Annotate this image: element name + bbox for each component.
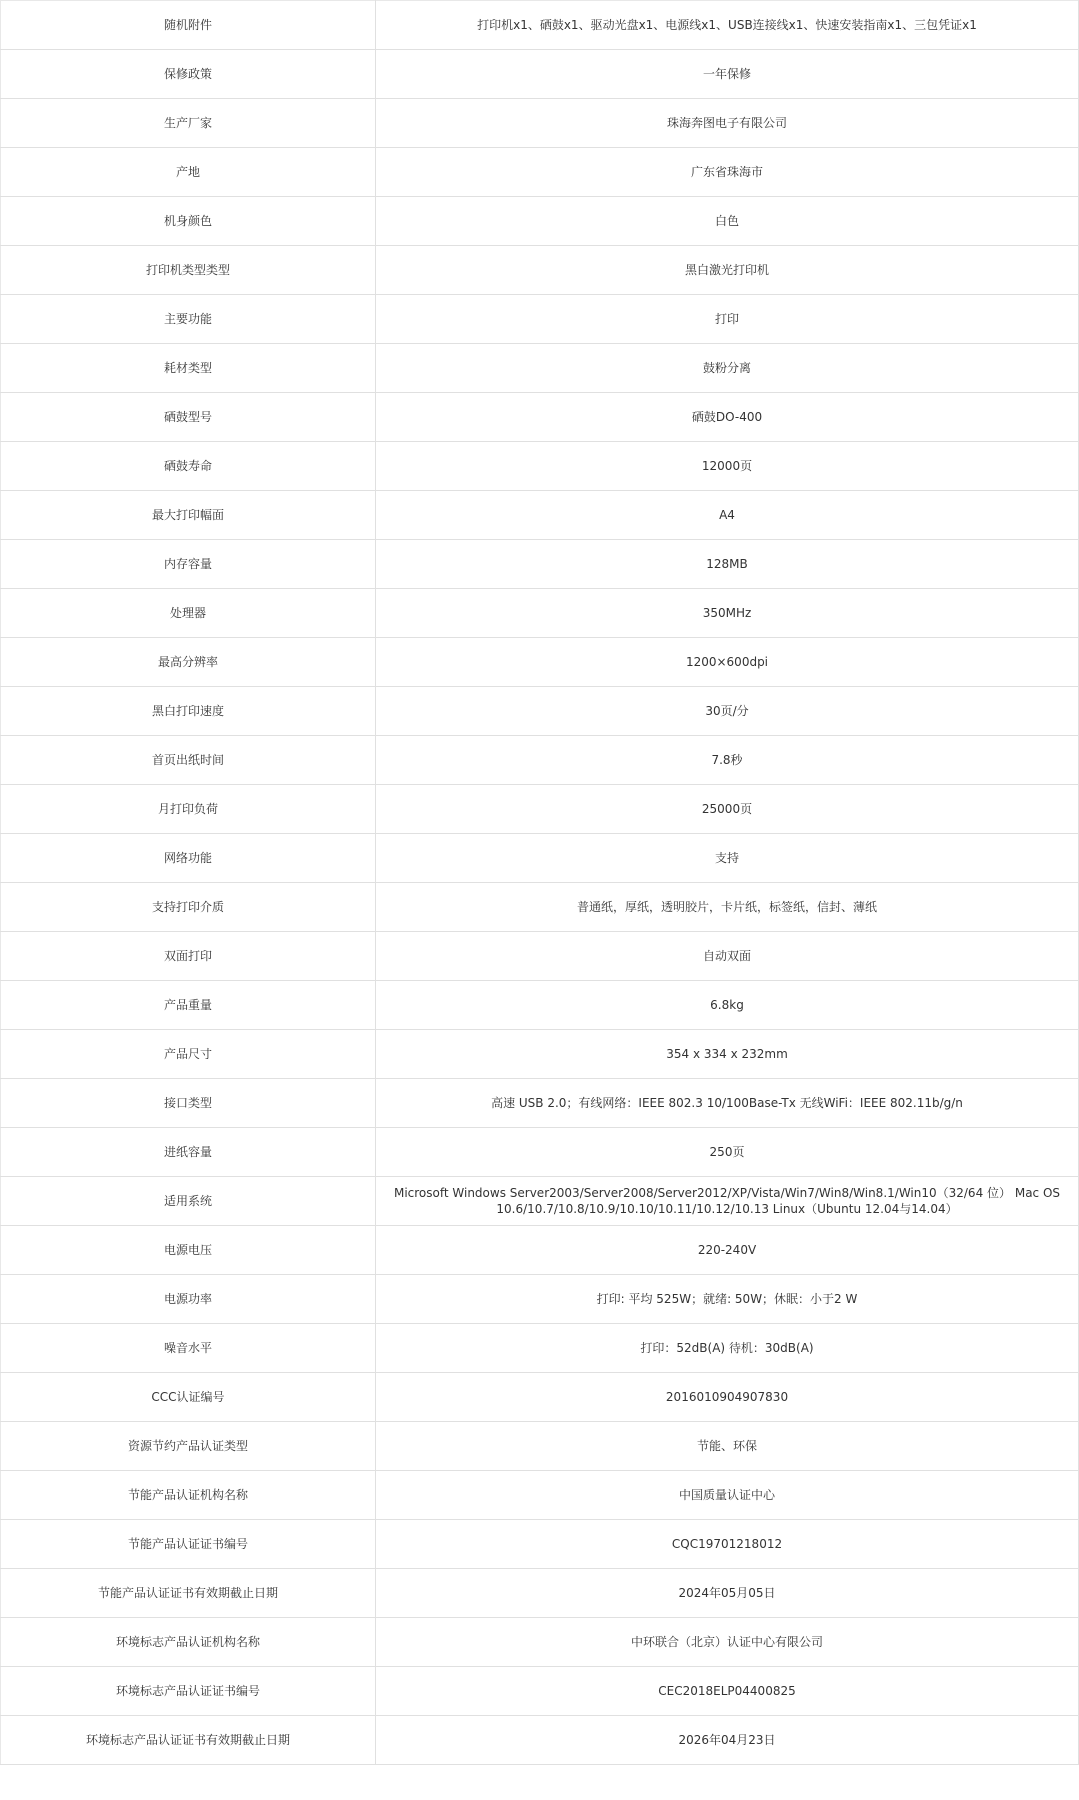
spec-value: 中环联合（北京）认证中心有限公司 bbox=[376, 1618, 1079, 1667]
spec-value: 一年保修 bbox=[376, 50, 1079, 99]
table-row bbox=[1, 1373, 1079, 1422]
table-row bbox=[1, 442, 1079, 491]
spec-label: 硒鼓寿命 bbox=[1, 442, 376, 491]
spec-value: 广东省珠海市 bbox=[376, 148, 1079, 197]
spec-label: 环境标志产品认证证书有效期截止日期 bbox=[1, 1716, 376, 1765]
spec-value: 25000页 bbox=[376, 785, 1079, 834]
spec-label: 硒鼓型号 bbox=[1, 393, 376, 442]
spec-value: CQC19701218012 bbox=[376, 1520, 1079, 1569]
spec-value: 白色 bbox=[376, 197, 1079, 246]
table-row bbox=[1, 148, 1079, 197]
spec-value: 7.8秒 bbox=[376, 736, 1079, 785]
table-row bbox=[1, 1471, 1079, 1520]
spec-value: 硒鼓DO-400 bbox=[376, 393, 1079, 442]
spec-value: 2026年04月23日 bbox=[376, 1716, 1079, 1765]
spec-value: 30页/分 bbox=[376, 687, 1079, 736]
spec-value: Microsoft Windows Server2003/Server2008/Server2012/XP/Vista/Win7/Win8/Win8.1/Win10（32/64 位） Mac OS 10.6/10.7/10.8/10.9/10.10/10.11/10.12/10.13 Linux（Ubuntu 12.04与14.04） bbox=[376, 1177, 1079, 1226]
spec-value: 支持 bbox=[376, 834, 1079, 883]
spec-label: 最高分辨率 bbox=[1, 638, 376, 687]
spec-label: 环境标志产品认证证书编号 bbox=[1, 1667, 376, 1716]
spec-label: 电源电压 bbox=[1, 1226, 376, 1275]
spec-value: 250页 bbox=[376, 1128, 1079, 1177]
spec-label: 节能产品认证机构名称 bbox=[1, 1471, 376, 1520]
spec-label: 内存容量 bbox=[1, 540, 376, 589]
table-row bbox=[1, 736, 1079, 785]
spec-label: 产品重量 bbox=[1, 981, 376, 1030]
spec-label: 随机附件 bbox=[1, 1, 376, 50]
spec-value: 高速 USB 2.0；有线网络：IEEE 802.3 10/100Base-Tx 无线WiFi：IEEE 802.11b/g/n bbox=[376, 1079, 1079, 1128]
spec-value: 中国质量认证中心 bbox=[376, 1471, 1079, 1520]
spec-label: 最大打印幅面 bbox=[1, 491, 376, 540]
table-row bbox=[1, 834, 1079, 883]
table-row bbox=[1, 1569, 1079, 1618]
spec-label: 月打印负荷 bbox=[1, 785, 376, 834]
spec-label: 资源节约产品认证类型 bbox=[1, 1422, 376, 1471]
table-row bbox=[1, 883, 1079, 932]
spec-value: 354 x 334 x 232mm bbox=[376, 1030, 1079, 1079]
spec-label: 噪音水平 bbox=[1, 1324, 376, 1373]
spec-value: 鼓粉分离 bbox=[376, 344, 1079, 393]
spec-value: CEC2018ELP04400825 bbox=[376, 1667, 1079, 1716]
table-row bbox=[1, 785, 1079, 834]
table-row bbox=[1, 491, 1079, 540]
spec-value: 打印 bbox=[376, 295, 1079, 344]
spec-value: 普通纸，厚纸，透明胶片，卡片纸，标签纸，信封、薄纸 bbox=[376, 883, 1079, 932]
spec-value: 2024年05月05日 bbox=[376, 1569, 1079, 1618]
table-row bbox=[1, 1030, 1079, 1079]
spec-table-body bbox=[1, 1, 1079, 1765]
table-row bbox=[1, 1177, 1079, 1226]
table-row bbox=[1, 1128, 1079, 1177]
spec-label: 环境标志产品认证机构名称 bbox=[1, 1618, 376, 1667]
spec-label: 机身颜色 bbox=[1, 197, 376, 246]
table-row bbox=[1, 1, 1079, 50]
spec-value: 打印机x1、硒鼓x1、驱动光盘x1、电源线x1、USB连接线x1、快速安装指南x1、三包凭证x1 bbox=[376, 1, 1079, 50]
table-row bbox=[1, 99, 1079, 148]
table-row bbox=[1, 1422, 1079, 1471]
spec-value: 220-240V bbox=[376, 1226, 1079, 1275]
spec-value: 打印: 平均 525W；就绪: 50W；休眠：小于2 W bbox=[376, 1275, 1079, 1324]
spec-value: 12000页 bbox=[376, 442, 1079, 491]
spec-label: 生产厂家 bbox=[1, 99, 376, 148]
table-row bbox=[1, 197, 1079, 246]
spec-value: 1200×600dpi bbox=[376, 638, 1079, 687]
spec-value: 节能、环保 bbox=[376, 1422, 1079, 1471]
spec-value: 黑白激光打印机 bbox=[376, 246, 1079, 295]
table-row bbox=[1, 540, 1079, 589]
spec-value: 打印：52dB(A) 待机：30dB(A) bbox=[376, 1324, 1079, 1373]
spec-label: 进纸容量 bbox=[1, 1128, 376, 1177]
spec-label: CCC认证编号 bbox=[1, 1373, 376, 1422]
table-row bbox=[1, 1667, 1079, 1716]
spec-label: 产地 bbox=[1, 148, 376, 197]
spec-value: 350MHz bbox=[376, 589, 1079, 638]
spec-value: 128MB bbox=[376, 540, 1079, 589]
table-row bbox=[1, 981, 1079, 1030]
spec-label: 双面打印 bbox=[1, 932, 376, 981]
spec-label: 处理器 bbox=[1, 589, 376, 638]
table-row bbox=[1, 1275, 1079, 1324]
table-row bbox=[1, 932, 1079, 981]
table-row bbox=[1, 344, 1079, 393]
table-row bbox=[1, 1324, 1079, 1373]
spec-label: 节能产品认证证书编号 bbox=[1, 1520, 376, 1569]
spec-label: 支持打印介质 bbox=[1, 883, 376, 932]
table-row bbox=[1, 687, 1079, 736]
spec-label: 主要功能 bbox=[1, 295, 376, 344]
table-row bbox=[1, 393, 1079, 442]
table-row bbox=[1, 1226, 1079, 1275]
spec-label: 网络功能 bbox=[1, 834, 376, 883]
spec-value: 自动双面 bbox=[376, 932, 1079, 981]
spec-label: 产品尺寸 bbox=[1, 1030, 376, 1079]
table-row bbox=[1, 589, 1079, 638]
table-row bbox=[1, 1716, 1079, 1765]
table-row bbox=[1, 1618, 1079, 1667]
spec-label: 适用系统 bbox=[1, 1177, 376, 1226]
table-row bbox=[1, 246, 1079, 295]
spec-label: 打印机类型类型 bbox=[1, 246, 376, 295]
spec-label: 电源功率 bbox=[1, 1275, 376, 1324]
spec-label: 接口类型 bbox=[1, 1079, 376, 1128]
spec-value: 6.8kg bbox=[376, 981, 1079, 1030]
spec-label: 节能产品认证证书有效期截止日期 bbox=[1, 1569, 376, 1618]
table-row bbox=[1, 295, 1079, 344]
spec-value: A4 bbox=[376, 491, 1079, 540]
spec-value: 珠海奔图电子有限公司 bbox=[376, 99, 1079, 148]
spec-label: 保修政策 bbox=[1, 50, 376, 99]
table-row bbox=[1, 50, 1079, 99]
spec-label: 黑白打印速度 bbox=[1, 687, 376, 736]
table-row bbox=[1, 638, 1079, 687]
table-row bbox=[1, 1520, 1079, 1569]
spec-label: 首页出纸时间 bbox=[1, 736, 376, 785]
spec-value: 2016010904907830 bbox=[376, 1373, 1079, 1422]
table-row bbox=[1, 1079, 1079, 1128]
spec-label: 耗材类型 bbox=[1, 344, 376, 393]
